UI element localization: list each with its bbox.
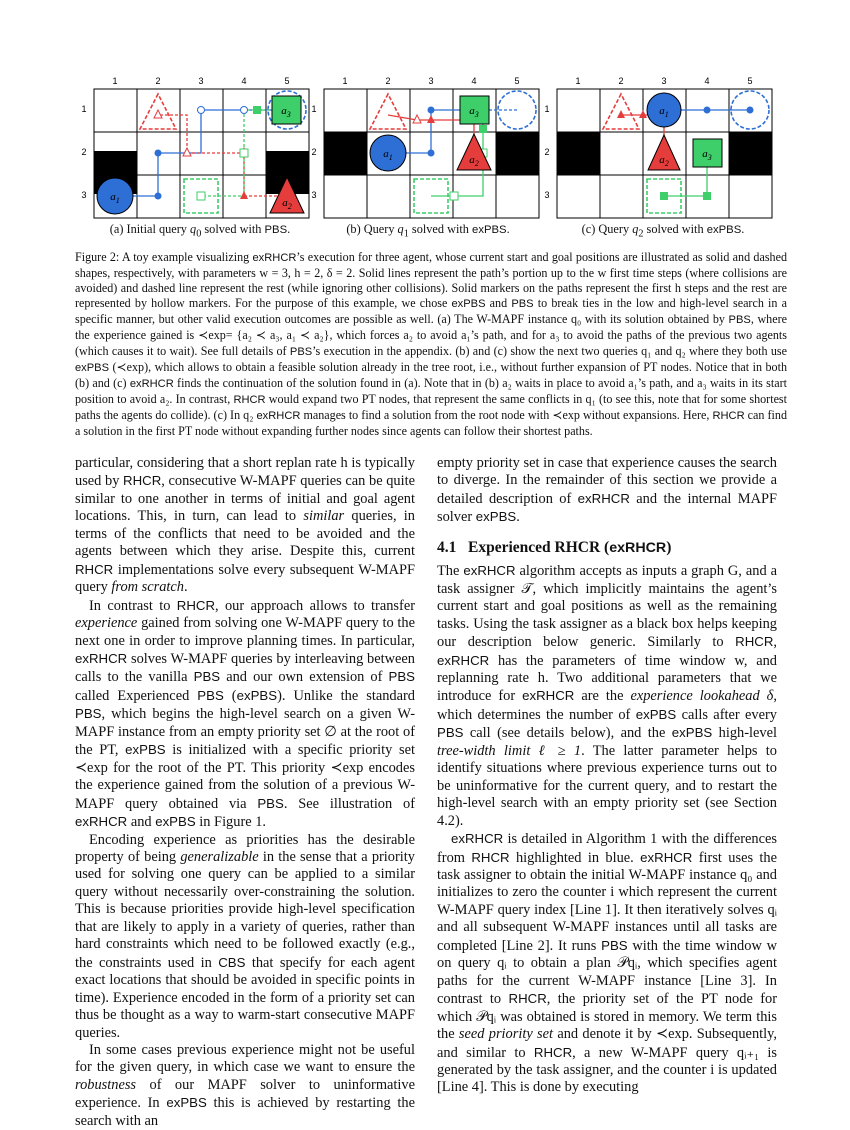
- row-label: 1: [544, 104, 550, 114]
- paragraph: The exRHCR algorithm accepts as inputs a graph G, and a task assigner 𝒯, which implicitly maintains the agent’s current start and goal positions as well as the remaining tasks. Using the task assigner as a black box helps keeping our description below generic. Similarly to RHCR, exRHCR has the parameters of time window w, and replanning rate h. Two additional parameters that we introduce for exRHCR are the experience lookahead δ, which determines the number of exPBS calls after every PBS call (see details below), and the exPBS high-level tree-width limit ℓ ≥ 1. The latter parameter helps to identify situations where previous experience turns out to be uninformative for the current query, and to restart the high-level search with an empty priority set (see Section 4.2).: [437, 563, 777, 829]
- subcaption-a: (a) Initial query $q_0$ solved with PBS.: [109, 222, 291, 240]
- agent-a2-label: $a_2$: [469, 154, 479, 168]
- subcaption-c: (c) Query $q_2$ solved with exPBS.: [581, 222, 745, 240]
- col-label: 2: [155, 76, 161, 86]
- path-marker: [155, 193, 162, 200]
- agent-a1-label: $a_1$: [383, 148, 393, 162]
- agent-a3-label: $a_3$: [702, 148, 712, 162]
- row-label: 1: [81, 104, 87, 114]
- row-label: 3: [311, 190, 317, 200]
- row-label: 3: [544, 190, 550, 200]
- paragraph: Encoding experience as priorities has the desirable property of being generalizable in the sense that a priority used for solving one query can be applied to a similar query without necessarily over-constraining the solution. This is because priorities provide high-level specification that are likely to apply in a variety of queries, rather than hard constraints which need to be followed exactly (e.g., the constraints used in CBS that specify for each agent exact locations that should be avoided in specific points in time). Experience encoded in the form of a priority set can thus be thought as a way to warm-start consecutive MAPF queries.: [75, 831, 415, 1041]
- paragraph: exRHCR is detailed in Algorithm 1 with the differences from RHCR highlighted in blue. exRHCR first uses the task assigner to obtain the initial W-MAPF instance q₀ and initializes to zero the counter i which represent the current W-MAPF query index [Line 1]. It then iteratively solves qᵢ and all subsequent W-MAPF instances until all tasks are completed [Line 2]. It runs PBS with the time window w on query qᵢ to obtain a plan 𝒫qᵢ, which specifies agent paths for the current W-MAPF instance [Line 3]. In contrast to RHCR, the priority set of the PT node for which 𝒫qᵢ was obtained is stored in memory. We term this the seed priority set and denote it by ≺exp. Subsequently, and similar to RHCR, a new W-MAPF query qᵢ₊₁ is generated by the task assigner, and the counter i is updated [Line 4]. This is done by executing: [437, 831, 778, 1096]
- grid-panel-a: [81, 75, 305, 216]
- path-marker: [198, 107, 205, 114]
- obstacle-cell: [729, 132, 772, 175]
- path-marker: [253, 106, 261, 114]
- left-column: [75, 455, 415, 1130]
- grid-panel-b: [311, 75, 535, 216]
- goal-a2: [370, 94, 406, 129]
- grid-panel-c: [544, 75, 768, 216]
- row-label: 2: [311, 147, 317, 157]
- figure-panel-c: [544, 75, 768, 216]
- agent-a1-label: $a_1$: [659, 105, 669, 119]
- row-label: 2: [81, 147, 87, 157]
- col-label: 5: [284, 76, 290, 86]
- obstacle-cell: [557, 132, 600, 175]
- agent-a3-label: $a_3$: [281, 105, 291, 119]
- paragraph: In contrast to RHCR, our approach allows to transfer experience gained from solving one W-MAPF query to the next one in order to improve planning times. In particular, exRHCR solves W-MAPF queries by interleaving between calls to the vanilla PBS and our own extension of PBS called Experienced PBS (exPBS). Unlike the standard PBS, which begins the high-level search on a given W-MAPF instance from an empty priority set ∅ at the root of the PT, exPBS is initialized with a specific priority set ≺exp for the root of the PT. This priority ≺exp encodes the experience gained from the solution of a previous W-MAPF query obtained via PBS. See illustration of exRHCR and exPBS in Figure 1.: [75, 597, 416, 831]
- agent-a2-label: $a_2$: [659, 154, 669, 168]
- right-column: [437, 455, 777, 1097]
- path-marker: [154, 110, 162, 118]
- figure-panel-a: [81, 75, 305, 216]
- agent-a2-label: $a_2$: [282, 197, 292, 211]
- col-label: 4: [241, 76, 247, 86]
- path-marker: [155, 150, 162, 157]
- obstacle-cell: [496, 132, 539, 175]
- path-marker: [240, 191, 248, 199]
- figure-panel-b: [311, 75, 535, 216]
- path-marker: [241, 107, 248, 114]
- path-marker: [197, 192, 205, 200]
- col-label: 5: [514, 76, 520, 86]
- figure-caption: Figure 2: A toy example visualizing exRHCR’s execution for three agent, whose current start and goal positions are illustrated as solid and dashed shapes, respectively, with parameters w = 3, h = 2, δ = 2. Solid lines represent the path’s portion up to the w first time steps (where collisions are avoided) and dashed line represent the rest (while ignoring other collisions). Solid markers on the paths represent the first h steps and the rest are represented by hollow markers. For the purpose of this example, we chose exPBS and PBS to break ties in the low and high-level search in a specific manner, but other valid execution outcomes are possible as well. (a) The W-MAPF instance q₀ with its solution obtained by PBS, where the experience gained is ≺exp= {a₂ ≺ a₃, a₁ ≺ a₂}, which forces a₂ to avoid a₁’s path, and for a₃ to avoid the paths of the previous two agents (which causes it to wait). See full details of PBS’s execution in the appendix. (b) and (c) show the next two queries q₁ and q₂ where they both use exPBS (≺exp), which allows to obtain a feasible solution already in the tree root, i.e., without further expansion of PT nodes. Notice that in both (b) and (c) exRHCR finds the continuation of the solution found in (a). Note that in (b) a₂ waits in place to avoid a₁’s path, and a₃ waits in its start position to avoid a₂. In contrast, RHCR would expand two PT nodes, that represent the same conflicts in q₁ (to see this, note that for some shortest paths the agents do collide). (c) In q₂ exRHCR manages to find a solution from the root node with ≺exp without expansions. Here, RHCR can find a solution in the first PT node without expanding further nodes since agents can follow their shortest paths.: [75, 250, 788, 439]
- col-label: 1: [342, 76, 348, 86]
- paragraph: empty priority set in case that experience causes the search to diverge. In the remainder of this section we provide a detailed description of exRHCR and the internal MAPF solver exPBS.: [437, 455, 777, 526]
- agent-a3-label: $a_3$: [469, 105, 479, 119]
- row-label: 2: [544, 147, 550, 157]
- path-marker: [183, 148, 191, 156]
- col-label: 4: [704, 76, 710, 86]
- obstacle-cell: [324, 132, 367, 175]
- col-label: 1: [112, 76, 118, 86]
- subcaption-b: (b) Query $q_1$ solved with exPBS.: [346, 222, 510, 240]
- paragraph: particular, considering that a short replan rate h is typically used by RHCR, consecutive W-MAPF queries can be quite similar to one another in terms of initial and goal agent locations. This, in turn, can lead to similar queries, in terms of the conflicts that need to be avoided and the agents between which they arise. Despite this, current RHCR implementations solve every subsequent W-MAPF query from scratch.: [75, 455, 415, 596]
- col-label: 2: [385, 76, 391, 86]
- row-label: 3: [81, 190, 87, 200]
- col-label: 1: [575, 76, 581, 86]
- col-label: 3: [198, 76, 204, 86]
- col-label: 3: [428, 76, 434, 86]
- col-label: 2: [618, 76, 624, 86]
- section-heading: 4.1 Experienced RHCR (exRHCR): [437, 538, 672, 556]
- agent-a1-label: $a_1$: [110, 191, 120, 205]
- row-label: 1: [311, 104, 317, 114]
- path-marker: [240, 149, 248, 157]
- col-label: 4: [471, 76, 477, 86]
- col-label: 5: [747, 76, 753, 86]
- col-label: 3: [661, 76, 667, 86]
- paragraph: In some cases previous experience might not be useful for the given query, in which case we want to ensure the robustness of our MAPF solver to uninformative experience. In exPBS this is achieved by restarting the search with an: [75, 1041, 415, 1129]
